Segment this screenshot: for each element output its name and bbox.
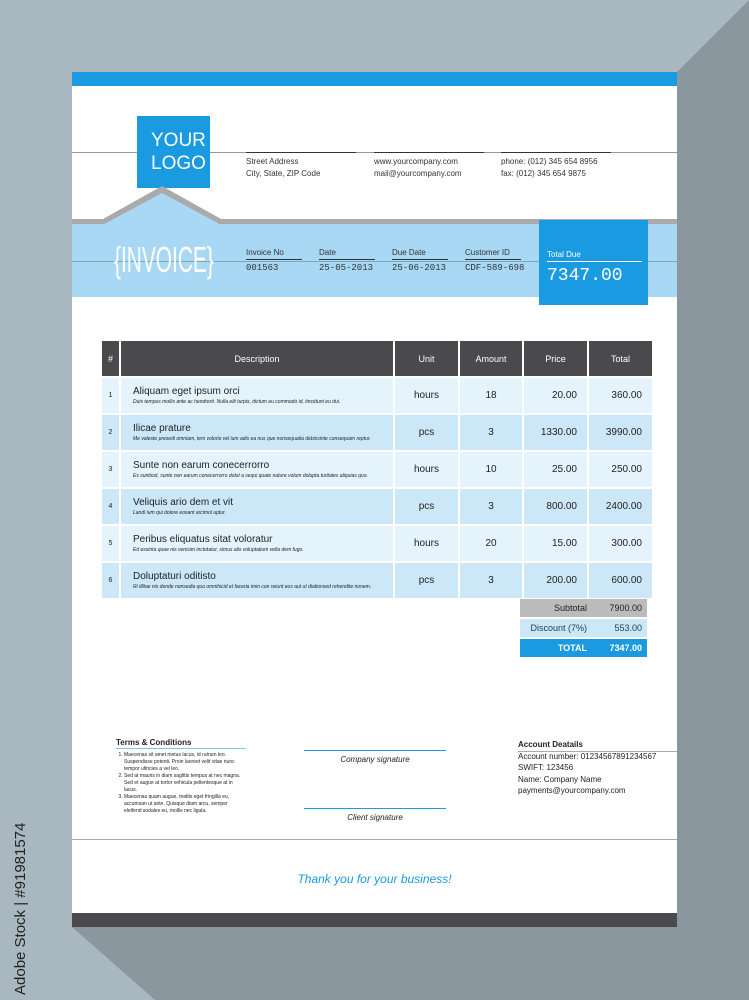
table-row	[102, 452, 652, 487]
web-contact	[374, 152, 484, 180]
account-details	[518, 739, 656, 797]
term-item: 2. Sed at mauris in diam sagittis tempus at nec magna. Sed et augue at tortor vehicula pellentesque at in lacus.	[124, 773, 246, 794]
discount-value: 553.00	[614, 623, 642, 633]
row-amount: 3	[460, 415, 522, 450]
street: Street Address	[246, 157, 299, 166]
total-due-label: Total Due	[547, 250, 642, 262]
account-number: Account number: 01234567891234567	[518, 751, 657, 761]
items-table	[100, 339, 654, 600]
meta-customer-id	[465, 248, 524, 273]
item-title: Ilicae prature	[133, 423, 191, 434]
item-subtitle: Landi ium qui dolore eosant arcimol uptur.	[133, 510, 226, 516]
row-number: 6	[102, 563, 119, 598]
row-number: 3	[102, 452, 119, 487]
meta-label: Date	[319, 248, 375, 260]
meta-label: Customer ID	[465, 248, 521, 260]
logo-line1: YOUR	[151, 130, 206, 151]
meta-invoice-no	[246, 248, 302, 273]
phone-contact	[501, 152, 611, 180]
account-email: payments@yourcompany.com	[518, 786, 626, 795]
company-signature: Company signature	[304, 750, 446, 764]
row-price: 200.00	[524, 563, 587, 598]
invoice-page	[72, 72, 677, 927]
table-header	[102, 341, 652, 376]
total-value: 7347.00	[609, 643, 642, 653]
client-signature: Client signature	[304, 808, 446, 822]
row-price: 800.00	[524, 489, 587, 524]
summary	[520, 599, 647, 659]
row-price: 20.00	[524, 378, 587, 413]
logo	[137, 116, 210, 188]
phone: phone: (012) 345 654 8956	[501, 157, 598, 166]
row-unit: pcs	[395, 415, 458, 450]
watermark: Adobe Stock | #91981574	[12, 822, 29, 995]
row-unit: hours	[395, 526, 458, 561]
meta-value: 25-05-2013	[319, 263, 374, 273]
table-row	[102, 489, 652, 524]
account-title: Account Deatails	[518, 740, 583, 749]
row-total: 600.00	[589, 563, 652, 598]
meta-label: Due Date	[392, 248, 448, 260]
item-subtitle: Duis tempus mollis ante ac hendrerit. Nulla elit turpis, dictum eu commodo id, tincidunt eu dui.	[133, 399, 341, 405]
meta-date	[319, 248, 375, 273]
row-description	[121, 452, 393, 487]
row-description	[121, 489, 393, 524]
meta-value: CDF-589-698	[465, 263, 525, 273]
row-description	[121, 378, 393, 413]
row-unit: pcs	[395, 489, 458, 524]
row-number: 2	[102, 415, 119, 450]
top-bar	[72, 72, 677, 86]
item-subtitle: Me valeste presedi omniam, tem volorio vel ium adis ea nus que nonsequatia debissinte consequam reptur.	[133, 436, 371, 442]
row-unit: hours	[395, 452, 458, 487]
total-due-box	[539, 220, 648, 305]
row-total: 250.00	[589, 452, 652, 487]
item-subtitle: Ed essinta quae nis venisim inctotatur, simus alis voluptatium vella dem fugo.	[133, 547, 304, 553]
col-unit: Unit	[395, 341, 458, 376]
invoice-title: {INVOICE}	[114, 239, 214, 280]
meta-due-date	[392, 248, 448, 273]
row-total: 300.00	[589, 526, 652, 561]
col-description: Description	[121, 341, 393, 376]
table-row	[102, 526, 652, 561]
total-label: TOTAL	[557, 643, 587, 653]
discount-label: Discount (7%)	[530, 623, 587, 633]
band-arrow	[97, 193, 227, 228]
terms	[114, 739, 246, 815]
item-subtitle: Es suntiost, sunte non earum conecerrorro dolut a sequi quate nature volum dolupta turitates aliquias quo.	[133, 473, 368, 479]
row-total: 360.00	[589, 378, 652, 413]
row-number: 4	[102, 489, 119, 524]
item-title: Sunte non earum conecerrorro	[133, 460, 270, 471]
thank-you: Thank you for your business!	[297, 872, 452, 886]
subtotal-value: 7900.00	[609, 603, 642, 613]
row-number: 1	[102, 378, 119, 413]
col-amount: Amount	[460, 341, 522, 376]
table-row	[102, 563, 652, 598]
row-description	[121, 526, 393, 561]
swift: SWIFT: 123456	[518, 763, 574, 772]
meta-label: Invoice No	[246, 248, 302, 260]
row-price: 1330.00	[524, 415, 587, 450]
item-title: Doluptaturi oditisto	[133, 571, 216, 582]
term-item: 3. Maecenas quam augue, mattis eget fringilla eu, accumsan ut ante. Quisque diam arcu, semper eleifend sodales eu, mollis nec ligula.	[124, 794, 246, 815]
table-row	[102, 415, 652, 450]
row-unit: pcs	[395, 563, 458, 598]
total-due-value: 7347.00	[547, 266, 623, 286]
city: City, State, ZIP Code	[246, 169, 321, 178]
footer-line	[72, 839, 677, 840]
row-price: 15.00	[524, 526, 587, 561]
footer-bar	[72, 913, 677, 927]
row-price: 25.00	[524, 452, 587, 487]
item-title: Aliquam eget ipsum orci	[133, 386, 240, 397]
row-total: 2400.00	[589, 489, 652, 524]
row-amount: 18	[460, 378, 522, 413]
account-name: Name: Company Name	[518, 774, 602, 784]
row-amount: 3	[460, 563, 522, 598]
item-title: Veliquis ario dem et vit	[133, 497, 234, 508]
subtotal-label: Subtotal	[553, 603, 587, 613]
table-row	[102, 378, 652, 413]
website: www.yourcompany.com	[374, 157, 458, 166]
meta-value: 001563	[246, 263, 279, 273]
col-num: #	[102, 341, 119, 376]
row-description	[121, 563, 393, 598]
address	[246, 152, 356, 180]
col-total: Total	[589, 341, 652, 376]
item-subtitle: Ri illitae nis dende nonsedia quo omnihicid et faceria imin con reiunt eos aut ut diationsed rehendite nonem.	[133, 584, 372, 590]
row-amount: 20	[460, 526, 522, 561]
col-price: Price	[524, 341, 587, 376]
term-item: 1. Maecenas sit amet metus lacus, id rutrum leo. Suspendisse potenti. Proin laoreet velit vitae nunc tempor ultricies a vel leo.	[124, 752, 246, 773]
row-amount: 10	[460, 452, 522, 487]
terms-title: Terms & Conditions	[116, 739, 246, 749]
row-description	[121, 415, 393, 450]
email: mail@yourcompany.com	[374, 169, 462, 178]
account-line	[518, 751, 677, 752]
row-number: 5	[102, 526, 119, 561]
row-total: 3990.00	[589, 415, 652, 450]
row-amount: 3	[460, 489, 522, 524]
row-unit: hours	[395, 378, 458, 413]
logo-line2: LOGO	[151, 153, 206, 174]
item-title: Peribus eliquatus sitat voloratur	[133, 534, 273, 545]
fax: fax: (012) 345 654 9875	[501, 169, 586, 178]
meta-value: 25-06-2013	[392, 263, 447, 273]
